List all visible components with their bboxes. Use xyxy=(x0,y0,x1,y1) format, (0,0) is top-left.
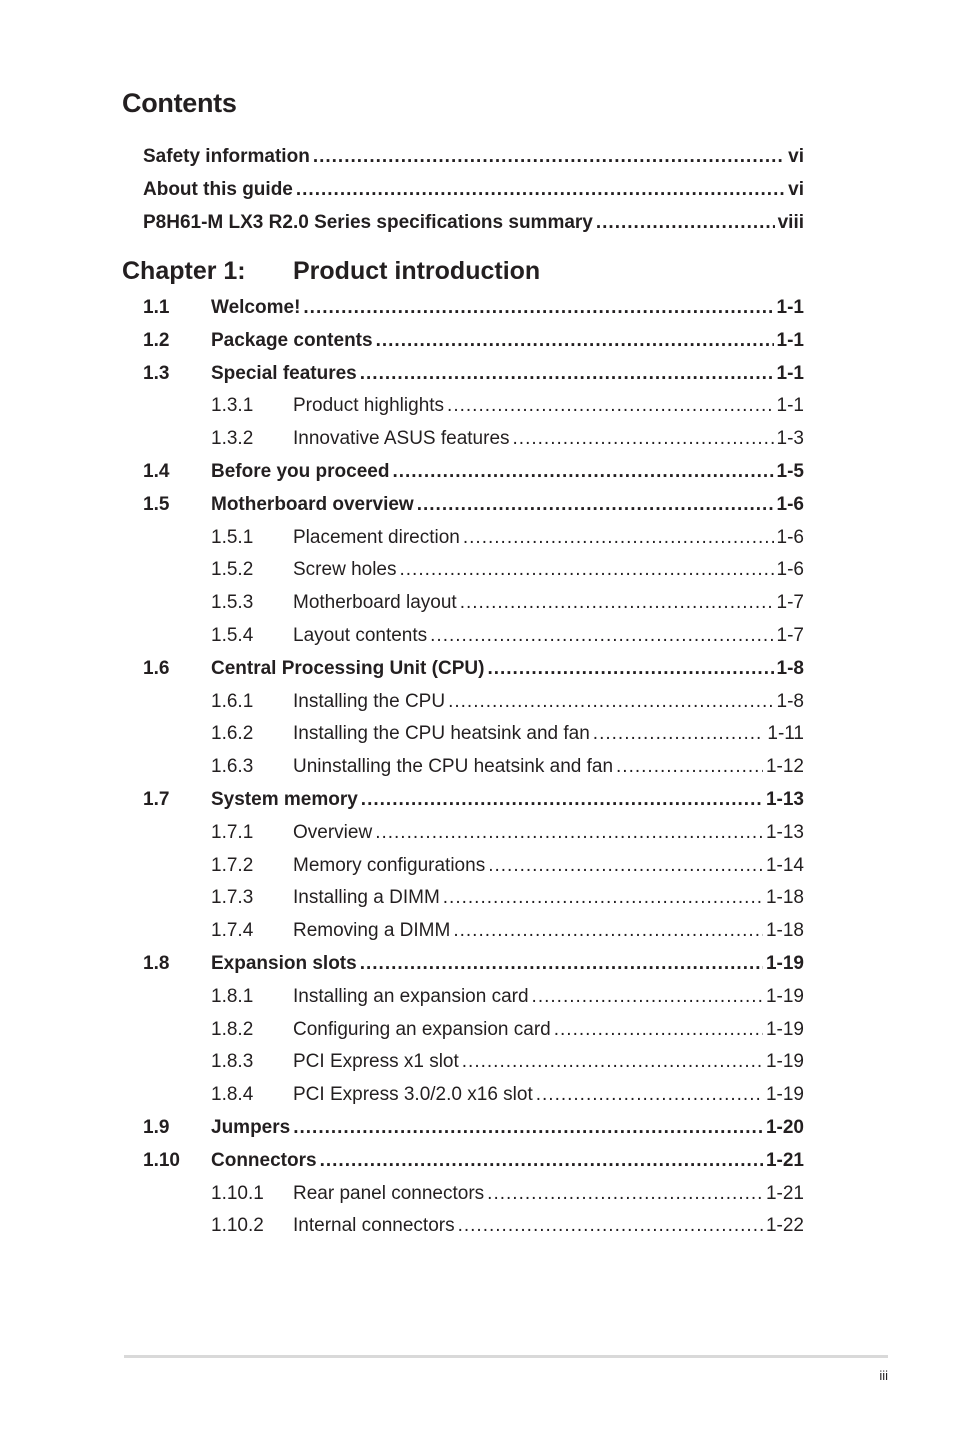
toc-entry-page: 1-6 xyxy=(776,559,804,581)
toc-entry-page: 1-13 xyxy=(765,821,804,843)
toc-entry-label: Installing the CPU xyxy=(293,690,446,712)
toc-entry-label: Package contents xyxy=(211,329,373,351)
toc-entry-page: 1-22 xyxy=(765,1215,804,1237)
chapter-number: Chapter 1: xyxy=(122,257,246,285)
page-number: iii xyxy=(879,1368,888,1383)
toc-entry-page: 1-21 xyxy=(765,1149,804,1171)
toc-entry-page: 1-1 xyxy=(776,297,804,318)
toc-leader-dots xyxy=(487,657,773,681)
toc-entry-page: 1-1 xyxy=(776,395,804,417)
toc-leader-dots xyxy=(443,886,763,910)
toc-leader-dots xyxy=(417,493,774,517)
toc-entry-page: 1-5 xyxy=(776,461,804,482)
chapter-title: Product introduction xyxy=(293,257,541,285)
toc-entry-page: vi xyxy=(788,146,804,167)
toc-entry-number: 1.5 xyxy=(143,493,170,515)
toc-entry-number: 1.4 xyxy=(143,461,170,482)
toc-entry-page: 1-3 xyxy=(776,428,804,450)
toc-entry-number: 1.3.1 xyxy=(211,395,254,417)
toc-entry-page: 1-19 xyxy=(765,953,804,974)
toc-entry-label: Installing a DIMM xyxy=(293,887,440,909)
toc-entry-number: 1.1 xyxy=(143,297,170,318)
toc-entry-number: 1.6 xyxy=(143,657,170,679)
toc-entry-number: 1.8 xyxy=(143,953,170,974)
toc-entry-page: 1-7 xyxy=(776,625,804,646)
toc-entry-1-8-1[interactable] xyxy=(211,985,804,1009)
toc-entry-label: Product highlights xyxy=(293,395,445,417)
toc-entry-1-4[interactable] xyxy=(143,460,804,484)
toc-entry-1-8[interactable] xyxy=(143,952,804,976)
toc-entry-label: Motherboard overview xyxy=(211,493,414,515)
toc-leader-dots xyxy=(463,526,774,550)
toc-leader-dots xyxy=(554,1018,763,1042)
toc-entry-1-7-4[interactable] xyxy=(211,919,804,943)
toc-entry-1-5[interactable] xyxy=(143,493,804,517)
toc-leader-dots xyxy=(487,1182,763,1206)
toc-entry-1-6-3[interactable] xyxy=(211,755,804,779)
toc-entry-number: 1.5.1 xyxy=(211,526,254,548)
toc-entry-1-10[interactable] xyxy=(143,1149,804,1173)
toc-leader-dots xyxy=(453,919,763,943)
toc-leader-dots xyxy=(376,329,774,353)
toc-entry-page: 1-19 xyxy=(765,1051,804,1073)
toc-entry-label: P8H61-M LX3 R2.0 Series specifications summary xyxy=(143,212,593,233)
toc-entry-label: Connectors xyxy=(211,1149,317,1171)
toc-entry-label: Safety information xyxy=(143,146,310,167)
toc-entry-number: 1.3 xyxy=(143,362,170,384)
toc-entry-1-9[interactable] xyxy=(143,1116,804,1140)
toc-entry-1-6-2[interactable] xyxy=(211,722,804,746)
toc-entry-number: 1.7.4 xyxy=(211,920,254,942)
toc-leader-dots xyxy=(313,145,785,169)
toc-entry-label: Removing a DIMM xyxy=(293,920,451,942)
toc-entry-page: 1-19 xyxy=(765,1018,804,1040)
toc-entry-number: 1.8.4 xyxy=(211,1084,254,1106)
toc-leader-dots xyxy=(488,854,763,878)
toc-entry-label: Rear panel connectors xyxy=(293,1182,485,1204)
toc-entry-1-2[interactable] xyxy=(143,329,804,353)
toc-entry-label: Special features xyxy=(211,362,357,384)
toc-entry-label: Placement direction xyxy=(293,526,460,548)
toc-entry-1-8-2[interactable] xyxy=(211,1018,804,1042)
toc-entry-page: 1-21 xyxy=(765,1182,804,1204)
toc-entry-page: 1-19 xyxy=(765,1084,804,1106)
toc-entry-1-7-2[interactable] xyxy=(211,854,804,878)
toc-entry-number: 1.10 xyxy=(143,1149,180,1171)
toc-entry-label: Motherboard layout xyxy=(293,592,457,614)
toc-entry-label: Installing the CPU heatsink and fan xyxy=(293,723,590,745)
chapter-heading xyxy=(122,257,540,286)
toc-entry-1-1[interactable] xyxy=(143,296,804,320)
toc-leader-dots xyxy=(448,690,773,714)
toc-entry-page: 1-14 xyxy=(765,854,804,876)
toc-entry-1-10-1[interactable] xyxy=(211,1182,804,1206)
toc-entry-label: PCI Express 3.0/2.0 x16 slot xyxy=(293,1084,533,1106)
toc-leader-dots xyxy=(392,460,773,484)
toc-entry-page: vi xyxy=(788,179,804,200)
toc-leader-dots xyxy=(513,427,774,451)
toc-entry-label: Screw holes xyxy=(293,559,397,581)
toc-entry-1-3-1[interactable] xyxy=(211,394,804,418)
toc-entry-page: 1-6 xyxy=(776,526,804,548)
toc-entry-number: 1.8.3 xyxy=(211,1051,254,1073)
toc-entry-about-this-guide[interactable] xyxy=(143,178,804,202)
toc-entry-number: 1.5.4 xyxy=(211,625,254,646)
toc-leader-dots xyxy=(303,296,773,320)
toc-entry-number: 1.2 xyxy=(143,329,170,351)
toc-entry-number: 1.6.3 xyxy=(211,756,254,778)
toc-leader-dots xyxy=(296,178,785,202)
toc-entry-page: 1-18 xyxy=(765,920,804,942)
toc-entry-number: 1.7.3 xyxy=(211,887,254,909)
toc-entry-page: 1-13 xyxy=(765,789,804,810)
toc-entry-1-8-3[interactable] xyxy=(211,1050,804,1074)
toc-entry-number: 1.8.2 xyxy=(211,1018,254,1040)
toc-entry-page: 1-8 xyxy=(776,657,804,679)
toc-entry-1-6[interactable] xyxy=(143,657,804,681)
toc-entry-number: 1.7 xyxy=(143,789,170,810)
toc-entry-1-3[interactable] xyxy=(143,362,804,386)
toc-entry-1-5-2[interactable] xyxy=(211,558,804,582)
toc-entry-label: Welcome! xyxy=(211,297,301,318)
toc-entry-label: PCI Express x1 slot xyxy=(293,1051,459,1073)
toc-entry-page: 1-18 xyxy=(765,887,804,909)
toc-entry-safety-information[interactable] xyxy=(143,145,804,169)
toc-entry-number: 1.7.2 xyxy=(211,854,254,876)
toc-entry-1-7-1[interactable] xyxy=(211,821,804,845)
toc-entry-label: Expansion slots xyxy=(211,953,357,974)
toc-entry-page: 1-8 xyxy=(776,690,804,712)
toc-entry-number: 1.5.2 xyxy=(211,559,254,581)
toc-entry-label: Installing an expansion card xyxy=(293,985,529,1007)
toc-entry-page: 1-11 xyxy=(767,723,804,745)
toc-leader-dots xyxy=(293,1116,763,1140)
toc-leader-dots xyxy=(460,591,774,615)
toc-entry-page: 1-1 xyxy=(776,329,804,351)
toc-entry-page: 1-7 xyxy=(776,592,804,614)
toc-leader-dots xyxy=(532,985,763,1009)
toc-entry-label: Central Processing Unit (CPU) xyxy=(211,657,485,679)
toc-entry-number: 1.3.2 xyxy=(211,428,254,450)
toc-entry-number: 1.9 xyxy=(143,1117,170,1138)
toc-entry-1-3-2[interactable] xyxy=(211,427,804,451)
toc-leader-dots xyxy=(375,821,763,845)
toc-entry-number: 1.6.2 xyxy=(211,723,254,745)
toc-entry-1-7[interactable] xyxy=(143,788,804,812)
toc-leader-dots xyxy=(447,394,773,418)
toc-leader-dots xyxy=(596,211,775,235)
toc-entry-1-5-1[interactable] xyxy=(211,526,804,550)
toc-leader-dots xyxy=(462,1050,763,1074)
toc-entry-label: Uninstalling the CPU heatsink and fan xyxy=(293,756,614,778)
toc-entry-label: Internal connectors xyxy=(293,1215,455,1237)
toc-entry-label: System memory xyxy=(211,789,358,810)
toc-entry-page: viii xyxy=(777,212,804,233)
toc-entry-label: Memory configurations xyxy=(293,854,486,876)
toc-leader-dots xyxy=(320,1149,763,1173)
toc-entry-1-5-3[interactable] xyxy=(211,591,804,615)
page-title: Contents xyxy=(122,88,237,118)
toc-leader-dots xyxy=(616,755,763,779)
toc-entry-1-7-3[interactable] xyxy=(211,886,804,910)
toc-leader-dots xyxy=(400,558,774,582)
toc-entry-1-10-2[interactable] xyxy=(211,1214,804,1238)
toc-leader-dots xyxy=(360,362,774,386)
toc-entry-number: 1.8.1 xyxy=(211,985,254,1007)
toc-entry-page: 1-20 xyxy=(765,1117,804,1138)
toc-leader-dots xyxy=(360,952,763,976)
footer-divider xyxy=(124,1355,888,1358)
toc-entry-label: Configuring an expansion card xyxy=(293,1018,551,1040)
toc-leader-dots xyxy=(593,722,765,746)
toc-entry-label: About this guide xyxy=(143,179,293,200)
toc-leader-dots xyxy=(536,1083,763,1107)
toc-entry-1-5-4[interactable] xyxy=(211,624,804,648)
toc-entry-number: 1.6.1 xyxy=(211,690,254,712)
toc-entry-number: 1.10.1 xyxy=(211,1182,264,1204)
toc-leader-dots xyxy=(430,624,773,648)
toc-entry-label: Overview xyxy=(293,821,373,843)
toc-entry-1-6-1[interactable] xyxy=(211,690,804,714)
toc-entry-specifications-summary[interactable] xyxy=(143,211,804,235)
toc-entry-page: 1-12 xyxy=(765,756,804,778)
toc-entry-label: Innovative ASUS features xyxy=(293,428,510,450)
toc-entry-number: 1.7.1 xyxy=(211,821,254,843)
toc-entry-number: 1.5.3 xyxy=(211,592,254,614)
toc-entry-label: Jumpers xyxy=(211,1117,291,1138)
toc-entry-number: 1.10.2 xyxy=(211,1215,264,1237)
toc-entry-1-8-4[interactable] xyxy=(211,1083,804,1107)
toc-entry-page: 1-1 xyxy=(776,362,804,384)
toc-entry-label: Layout contents xyxy=(293,625,428,646)
toc-entry-page: 1-19 xyxy=(765,985,804,1007)
toc-leader-dots xyxy=(458,1214,763,1238)
toc-entry-page: 1-6 xyxy=(776,493,804,515)
toc-leader-dots xyxy=(361,788,763,812)
toc-entry-label: Before you proceed xyxy=(211,461,390,482)
